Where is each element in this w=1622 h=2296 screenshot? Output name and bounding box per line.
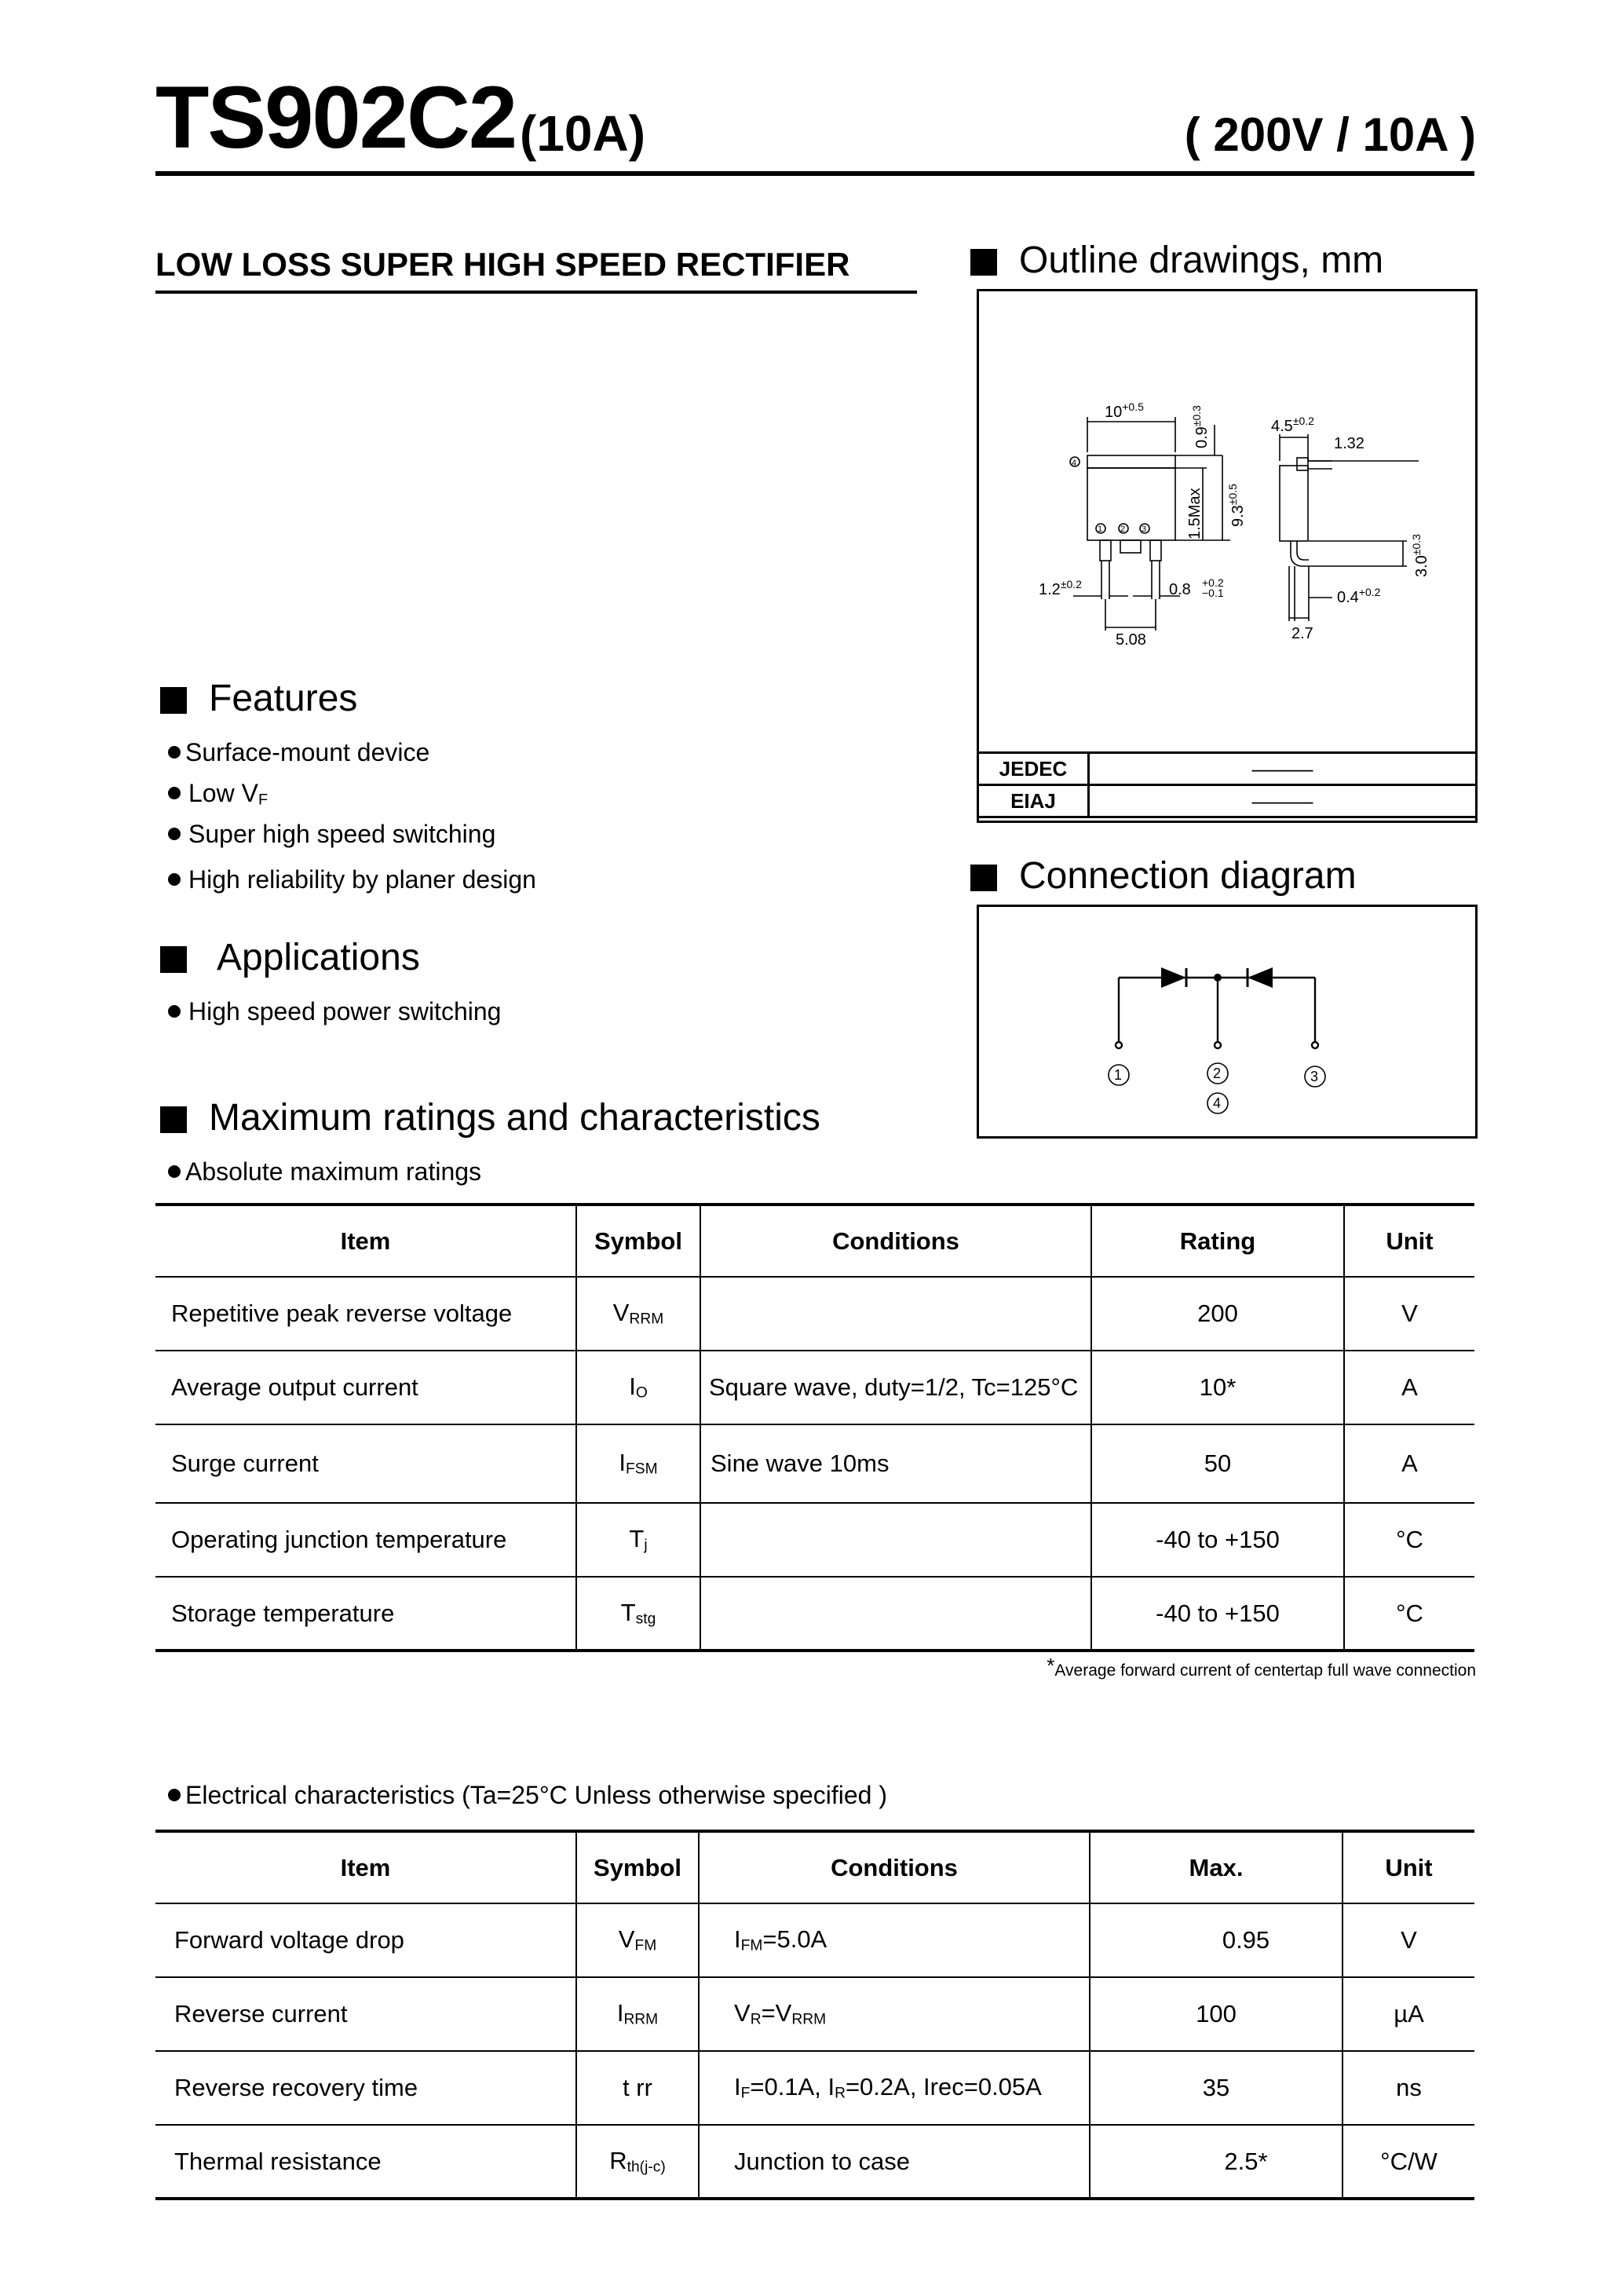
- column-header: Symbol: [576, 1205, 700, 1277]
- max-ratings-heading: Maximum ratings and characteristics: [160, 1099, 820, 1137]
- table-row: [155, 2125, 1474, 2199]
- pin-label: 4: [1213, 1095, 1222, 1111]
- connection-heading: Connection diagram: [970, 857, 1357, 895]
- symbol-cell: VFM: [576, 1903, 699, 1977]
- table-row: [155, 1424, 1474, 1503]
- svg-text:−0.1: −0.1: [1202, 587, 1224, 599]
- svg-text:1: 1: [1098, 525, 1103, 534]
- unit-cell: V: [1343, 1903, 1474, 1977]
- item-cell: Reverse current: [155, 1977, 576, 2051]
- table-row: [155, 2051, 1474, 2125]
- column-header: Symbol: [576, 1831, 699, 1903]
- symbol-cell: Tj: [576, 1503, 700, 1577]
- item-cell: Surge current: [155, 1424, 576, 1503]
- svg-text:2.7: 2.7: [1291, 625, 1313, 642]
- item-cell: Repetitive peak reverse voltage: [155, 1277, 576, 1351]
- svg-text:4: 4: [1072, 459, 1077, 468]
- symbol-cell: t rr: [576, 2051, 699, 2125]
- symbol-cell: VRRM: [576, 1277, 700, 1351]
- square-bullet-icon: [970, 865, 997, 891]
- bullet-icon: [168, 1789, 181, 1801]
- column-header: Item: [155, 1205, 576, 1277]
- rating-cell: -40 to +150: [1091, 1577, 1344, 1651]
- svg-text:4.5±0.2: $4.5^{\pm 0.2}$: [1271, 415, 1314, 435]
- square-bullet-icon: [970, 249, 997, 276]
- unit-cell: µA: [1343, 1977, 1474, 2051]
- max-cell: 35: [1090, 2051, 1343, 2125]
- applications-heading: Applications: [160, 939, 420, 977]
- column-header: Unit: [1344, 1205, 1474, 1277]
- table-row: [155, 1577, 1474, 1651]
- table-header-row: [155, 1831, 1474, 1903]
- symbol-cell: IFSM: [576, 1424, 700, 1503]
- rating-cell: 50: [1091, 1424, 1344, 1503]
- ratings-footnote: *Average forward current of centertap full wave connection: [1047, 1654, 1476, 1680]
- svg-text:3: 3: [1142, 525, 1147, 534]
- table-row: [155, 1977, 1474, 2051]
- outline-heading: Outline drawings, mm: [970, 242, 1383, 280]
- part-number: TS902C2: [155, 68, 517, 166]
- conditions-cell: [700, 1577, 1091, 1651]
- unit-cell: °C: [1344, 1577, 1474, 1651]
- item-cell: Thermal resistance: [155, 2125, 576, 2199]
- package-outline-drawing: [979, 291, 1475, 755]
- symbol-cell: IO: [576, 1351, 700, 1424]
- unit-cell: °C: [1344, 1503, 1474, 1577]
- max-cell: 100: [1090, 1977, 1343, 2051]
- connection-diagram: [979, 907, 1475, 1136]
- column-header: Max.: [1090, 1831, 1343, 1903]
- diode-right-icon: [1248, 967, 1273, 988]
- symbol-cell: Rth(j-c): [576, 2125, 699, 2199]
- list-item: Low VF: [168, 781, 268, 808]
- column-header: Conditions: [700, 1205, 1091, 1277]
- bullet-icon: [168, 787, 181, 799]
- standard-value: ———: [1089, 753, 1477, 785]
- bullet-icon: [168, 746, 181, 759]
- unit-cell: V: [1344, 1277, 1474, 1351]
- header-rule: [155, 171, 1474, 176]
- column-header: Item: [155, 1831, 576, 1903]
- column-header: Unit: [1343, 1831, 1474, 1903]
- standard-row-jedec: [978, 753, 1477, 785]
- device-subtitle: LOW LOSS SUPER HIGH SPEED RECTIFIER: [155, 246, 850, 283]
- conditions-cell: VR=VRRM: [699, 1977, 1090, 2051]
- electrical-table: [155, 1830, 1474, 2200]
- max-cell: 2.5*: [1090, 2125, 1343, 2199]
- svg-text:3.0±0.3: $3.0^{\pm 0.3}$: [1410, 534, 1430, 577]
- conditions-cell: Sine wave 10ms: [700, 1424, 1091, 1503]
- list-item: High speed power switching: [168, 999, 501, 1024]
- standard-row-eiaj: [978, 785, 1477, 817]
- svg-text:0.8: 0.8: [1169, 581, 1191, 598]
- table-row: [155, 1351, 1474, 1424]
- unit-cell: A: [1344, 1424, 1474, 1503]
- svg-text:0.9±0.3: $0.9^{\pm 0.3}$: [1190, 405, 1211, 448]
- square-bullet-icon: [160, 687, 187, 714]
- rating-cell: -40 to +150: [1091, 1503, 1344, 1577]
- svg-text:+0.2: +0.2: [1202, 576, 1224, 589]
- item-cell: Average output current: [155, 1351, 576, 1424]
- unit-cell: ns: [1343, 2051, 1474, 2125]
- unit-cell: °C/W: [1343, 2125, 1474, 2199]
- table-row: [155, 1503, 1474, 1577]
- connection-diagram-box: [977, 905, 1478, 1139]
- conditions-cell: [700, 1503, 1091, 1577]
- svg-text:1.2±0.2: $1.2^{\pm 0.2}$: [1039, 578, 1082, 598]
- square-bullet-icon: [160, 1106, 187, 1133]
- max-cell: 0.95: [1090, 1903, 1343, 1977]
- list-item: Surface-mount device: [168, 740, 429, 765]
- svg-text:1.32: 1.32: [1334, 435, 1364, 452]
- svg-text:9.3±0.5: $9.3^{\pm 0.5}$: [1226, 484, 1247, 527]
- pin-label: 2: [1213, 1066, 1222, 1081]
- bullet-icon: [168, 873, 181, 886]
- conditions-cell: Square wave, duty=1/2, Tc=125°C: [700, 1351, 1091, 1424]
- column-header: Conditions: [699, 1831, 1090, 1903]
- diode-left-icon: [1161, 967, 1186, 988]
- pin-label: 3: [1310, 1069, 1319, 1084]
- rating-summary: ( 200V / 10A ): [1184, 108, 1476, 161]
- svg-text:0.4+0.2: $0.4^{+0.2}$: [1337, 586, 1381, 606]
- standard-name: EIAJ: [978, 785, 1089, 817]
- bullet-icon: [168, 1165, 181, 1178]
- conditions-cell: Junction to case: [699, 2125, 1090, 2199]
- unit-cell: A: [1344, 1351, 1474, 1424]
- item-cell: Forward voltage drop: [155, 1903, 576, 1977]
- item-cell: Reverse recovery time: [155, 2051, 576, 2125]
- list-item: Absolute maximum ratings: [168, 1159, 481, 1184]
- list-item: Electrical characteristics (Ta=25°C Unless otherwise specified ): [168, 1782, 887, 1808]
- item-cell: Operating junction temperature: [155, 1503, 576, 1577]
- rating-cell: 10*: [1091, 1351, 1344, 1424]
- conditions-cell: IF=0.1A, IR=0.2A, Irec=0.05A: [699, 2051, 1090, 2125]
- conditions-cell: IFM=5.0A: [699, 1903, 1090, 1977]
- outline-drawing-box: [977, 289, 1478, 823]
- package-standards-table: [977, 751, 1478, 818]
- list-item: High reliability by planer design: [168, 867, 536, 892]
- symbol-cell: IRRM: [576, 1977, 699, 2051]
- svg-text:10+0.5: $10^{+0.5}$: [1105, 400, 1144, 421]
- standard-name: JEDEC: [978, 753, 1089, 785]
- current-class: (10A): [520, 105, 646, 162]
- list-item: Super high speed switching: [168, 821, 495, 846]
- table-row: [155, 1277, 1474, 1351]
- standard-value: ———: [1089, 785, 1477, 817]
- table-row: [155, 1903, 1474, 1977]
- column-header: Rating: [1091, 1205, 1344, 1277]
- bullet-icon: [168, 828, 181, 840]
- bullet-icon: [168, 1005, 181, 1018]
- subtitle-underline: [155, 291, 917, 294]
- square-bullet-icon: [160, 946, 187, 973]
- conditions-cell: [700, 1277, 1091, 1351]
- svg-text:1.5Max: 1.5Max: [1186, 488, 1204, 539]
- max-ratings-table: [155, 1203, 1474, 1652]
- features-heading: Features: [160, 680, 357, 718]
- pin-label: 1: [1114, 1067, 1123, 1083]
- svg-text:5.08: 5.08: [1116, 631, 1146, 649]
- rating-cell: 200: [1091, 1277, 1344, 1351]
- svg-text:2: 2: [1120, 525, 1126, 534]
- symbol-cell: Tstg: [576, 1577, 700, 1651]
- item-cell: Storage temperature: [155, 1577, 576, 1651]
- table-header-row: [155, 1205, 1474, 1277]
